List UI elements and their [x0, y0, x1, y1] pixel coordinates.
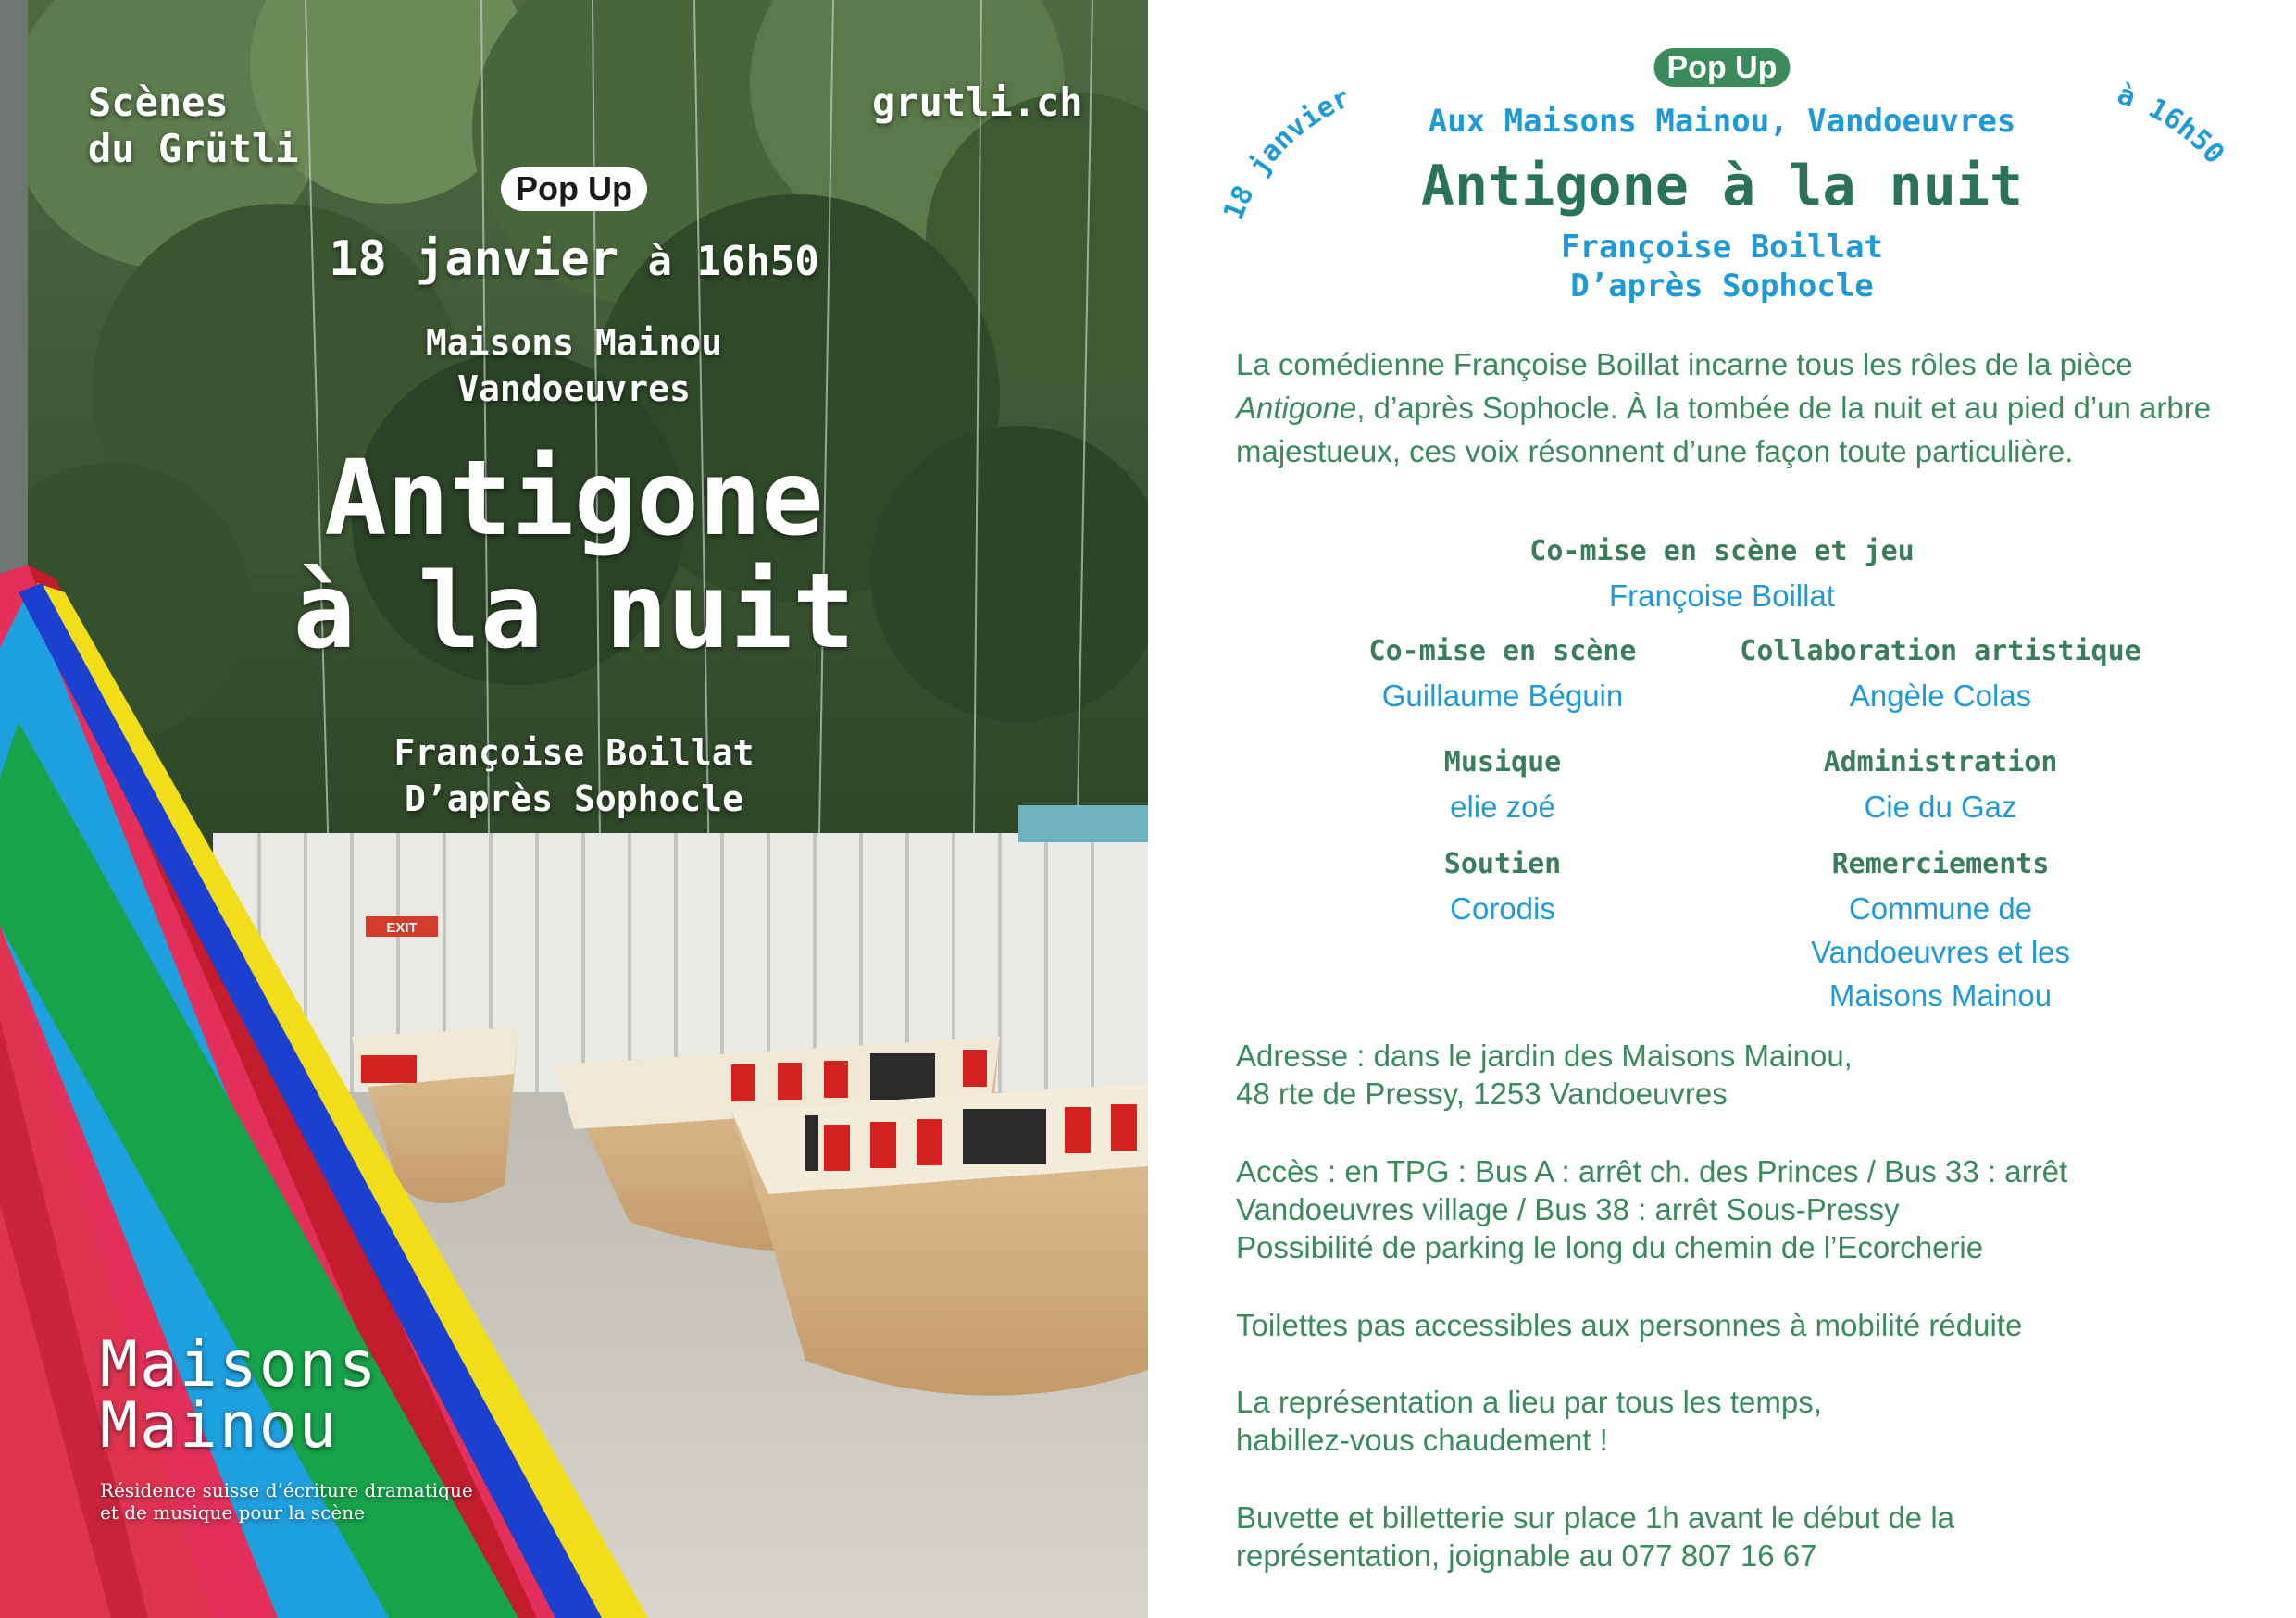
credit-main-name: Françoise Boillat [1609, 579, 1835, 613]
description-part-1: La comédienne Françoise Boillat incarne tous les rôles de la pièce [1236, 347, 2133, 381]
credit-left-role-3: Soutien [1443, 848, 1562, 880]
bar-line-1: Buvette et billetterie sur place 1h avant le début de la [1236, 1500, 1954, 1535]
event-credits [394, 729, 755, 822]
access-block [1236, 1152, 2236, 1266]
event-location [426, 319, 722, 412]
access-line-3: Possibilité de parking le long du chemin de l’Ecorcherie [1236, 1230, 1984, 1264]
svg-text:18 janvier [1217, 81, 1355, 225]
access-line-2: Vandoeuvres village / Bus 38 : arrêt Sous-Pressy [1236, 1192, 1900, 1226]
weather-line-2: habillez-vous chaudement ! [1236, 1423, 1608, 1457]
location-line-1: Maisons Mainou [425, 322, 723, 363]
weather-note [1236, 1383, 2236, 1459]
access-line-1: Accès : en TPG : Bus A : arrêt ch. des Princes / Bus 33 : arrêt [1236, 1154, 2068, 1189]
flyer-back [1148, 0, 2296, 1618]
logo-tagline [100, 1479, 473, 1524]
logo-tagline-2: et de musique pour la scène [100, 1501, 365, 1524]
credit-right-role-2: Administration [1823, 746, 2058, 778]
credit-left-name-3: Corodis [1450, 891, 1555, 926]
event-time: à 16h50 [647, 238, 819, 285]
description-italic-title: Antigone [1236, 391, 1357, 425]
credit-right-role-1: Collaboration artistique [1740, 635, 2141, 667]
credit-left-name-1: Guillaume Béguin [1381, 678, 1624, 713]
credit-left-name-2: elie zoé [1450, 790, 1555, 824]
venue-line-2: du Grütli [88, 126, 299, 171]
description-part-2: , d’après Sophocle. À la tombée de la nuit et au pied d’un arbre majestueux, ces voix résonnent d’une façon toute particulière. [1236, 391, 2212, 468]
accessibility-note: Toilettes pas accessibles aux personnes à mobilité réduite [1236, 1308, 2023, 1342]
author-name: Françoise Boillat [393, 732, 755, 773]
credit-left-role-2: Musique [1443, 746, 1562, 778]
logo-line-2: Mainou [100, 1389, 339, 1462]
exit-sign: EXIT [386, 920, 418, 936]
date-arc [1213, 65, 1426, 259]
back-title: Antigone à la nuit [1420, 154, 2024, 218]
credit-right-role-3: Remerciements [1831, 848, 2050, 880]
address-line-1: Adresse : dans le jardin des Maisons Mainou, [1236, 1039, 1853, 1073]
back-location: Aux Maisons Mainou, Vandoeuvres [1428, 103, 2016, 140]
weather-line-1: La représentation a lieu par tous les temps, [1236, 1385, 1822, 1419]
source-text: D’après Sophocle [404, 778, 744, 819]
maisons-mainou-logo [100, 1328, 379, 1462]
credit-right-name-1: Angèle Colas [1849, 678, 2032, 713]
bar-ticket-note [1236, 1499, 2236, 1574]
bar-line-2: représentation, joignable au 077 807 16 67 [1236, 1538, 1817, 1573]
popup-badge-back: Pop Up [1654, 48, 1791, 87]
venue-name [88, 80, 299, 172]
event-description [1236, 342, 2217, 473]
svg-text:à 16h50 [2113, 78, 2230, 170]
logo-tagline-1: Résidence suisse d’écriture dramatique [100, 1479, 473, 1501]
title-line-1: Antigone [324, 439, 824, 559]
event-title [293, 439, 855, 672]
credit-main-role: Co-mise en scène et jeu [1529, 535, 1915, 567]
credit-right-name-3: Commune de Vandoeuvres et les Maisons Mainou [1810, 891, 2071, 1013]
venue-line-1: Scènes [88, 80, 229, 125]
event-date: 18 janvier [329, 231, 619, 287]
time-arc-text: à 16h50 [2113, 78, 2231, 170]
logo-line-1: Maisons [100, 1328, 379, 1401]
popup-badge: Pop Up [501, 167, 647, 211]
event-datetime [329, 231, 819, 290]
location-line-2: Vandoeuvres [457, 368, 691, 409]
back-source: D’après Sophocle [1570, 268, 1874, 305]
website-link[interactable]: grutli.ch [872, 80, 1083, 125]
time-arc [2102, 74, 2287, 222]
address-line-2: 48 rte de Pressy, 1253 Vandoeuvres [1236, 1077, 1728, 1111]
date-arc-text: 18 janvier [1217, 81, 1355, 225]
title-line-2: à la nuit [293, 552, 855, 672]
credit-left-role-1: Co-mise en scène [1368, 635, 1637, 667]
credit-right-name-2: Cie du Gaz [1864, 790, 2017, 824]
back-author: Françoise Boillat [1561, 229, 1883, 266]
address-block [1236, 1037, 2236, 1113]
